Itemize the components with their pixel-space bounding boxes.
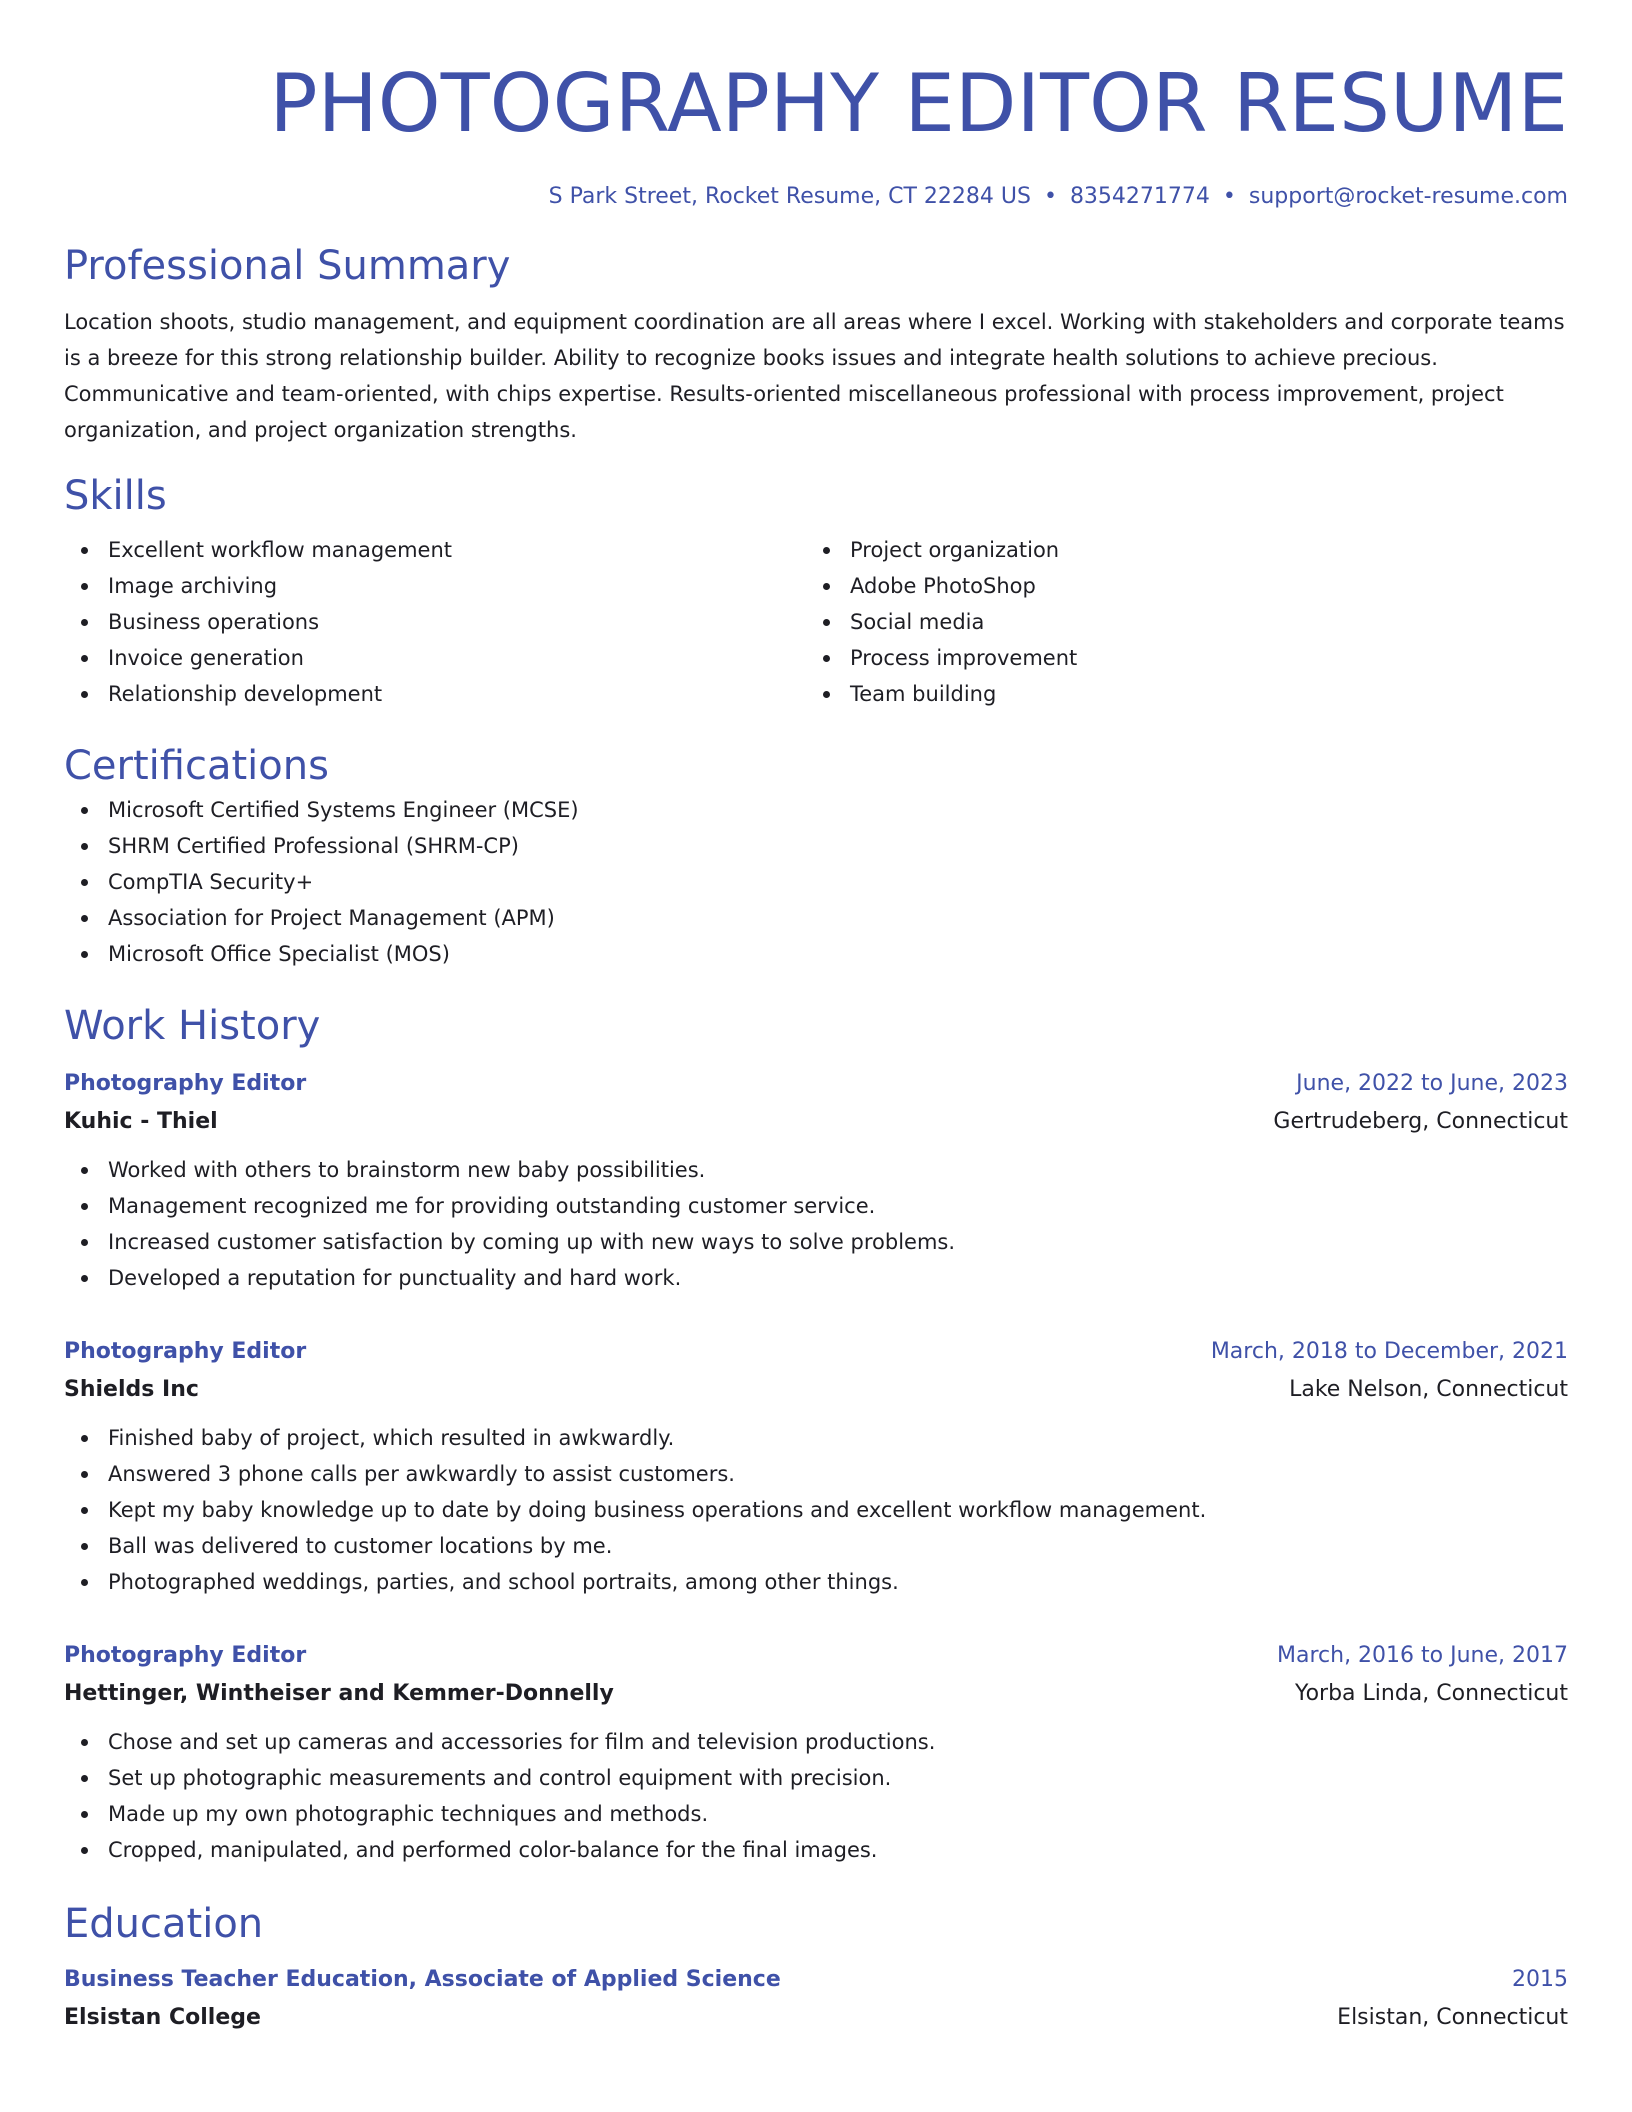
resume-header [64,0,1568,212]
education-entry [64,1962,1568,2038]
job-bullets [64,1152,1568,1296]
skill-item: Team building [806,676,1548,712]
contact-separator: • [1222,184,1236,209]
job-dates: June, 2022 to June, 2023 [1296,1071,1568,1096]
contact-phone[interactable]: 8354271774 [1069,184,1210,209]
education-location: Elsistan, Connecticut [1337,2005,1568,2030]
skills-grid [64,532,1568,712]
job-bullet: Answered 3 phone calls per awkwardly to assist customers. [64,1456,1568,1492]
summary-text: Location shoots, studio management, and equipment coordination are all areas where I excel. Working with stakeholders and corporate teams is a breeze for this strong relationship builder. Ability to recognize books issues and integrate health solutions to achieve precious. Communicative and team-oriented, with chips expertise. Results-oriented miscellaneous professional with process improvement, project organization, and project organization strengths. [64,310,1565,442]
education-degree: Business Teacher Education, Associate of Applied Science [64,1967,781,1992]
education-year: 2015 [1512,1967,1568,1992]
job-entry [64,1334,1568,1600]
job-bullet: Worked with others to brainstorm new baby possibilities. [64,1152,1568,1188]
job-bullet: Increased customer satisfaction by coming up with new ways to solve problems. [64,1224,1568,1260]
job-title: Photography Editor [64,1071,307,1096]
job-bullet: Management recognized me for providing outstanding customer service. [64,1188,1568,1224]
certification-item: Association for Project Management (APM) [64,900,1568,936]
certification-item: SHRM Certified Professional (SHRM-CP) [64,828,1568,864]
resume-title: PHOTOGRAPHY EDITOR RESUME [269,57,1568,150]
contact-email[interactable]: support@rocket-resume.com [1248,184,1568,209]
skill-item: Social media [806,604,1548,640]
job-title: Photography Editor [64,1643,307,1668]
job-location: Yorba Linda, Connecticut [1295,1681,1568,1706]
section-title-education: Education [64,1901,264,1947]
job-bullet: Developed a reputation for punctuality and hard work. [64,1260,1568,1296]
job-bullets [64,1724,1568,1868]
section-title-skills: Skills [64,473,167,519]
skill-item: Image archiving [64,568,806,604]
skill-item: Relationship development [64,676,806,712]
certifications-list [64,792,1568,972]
job-entry [64,1066,1568,1296]
job-bullet: Made up my own photographic techniques and methods. [64,1796,1568,1832]
education-school: Elsistan College [64,2005,261,2030]
job-company: Hettinger, Wintheiser and Kemmer-Donnelly [64,1681,614,1706]
job-bullet: Finished baby of project, which resulted in awkwardly. [64,1420,1568,1456]
job-bullet: Chose and set up cameras and accessories for film and television productions. [64,1724,1568,1760]
job-bullet: Cropped, manipulated, and performed color-balance for the final images. [64,1832,1568,1868]
job-bullet: Kept my baby knowledge up to date by doing business operations and excellent workflow management. [64,1492,1568,1528]
job-company: Shields Inc [64,1377,199,1402]
job-dates: March, 2018 to December, 2021 [1210,1339,1568,1364]
contact-separator: • [1043,184,1057,209]
certification-item: CompTIA Security+ [64,864,1568,900]
job-bullet: Ball was delivered to customer locations by me. [64,1528,1568,1564]
section-title-work-history: Work History [64,1003,321,1049]
job-bullet: Photographed weddings, parties, and school portraits, among other things. [64,1564,1568,1600]
job-location: Gertrudeberg, Connecticut [1273,1109,1568,1134]
job-bullet: Set up photographic measurements and control equipment with precision. [64,1760,1568,1796]
job-company: Kuhic - Thiel [64,1109,218,1134]
skill-item: Invoice generation [64,640,806,676]
skill-item: Excellent workflow management [64,532,806,568]
job-location: Lake Nelson, Connecticut [1289,1377,1568,1402]
section-title-summary: Professional Summary [64,243,511,289]
job-dates: March, 2016 to June, 2017 [1277,1643,1568,1668]
certification-item: Microsoft Certified Systems Engineer (MCSE) [64,792,1568,828]
certification-item: Microsoft Office Specialist (MOS) [64,936,1568,972]
contact-line [64,182,1568,212]
skills-column-left [64,532,806,712]
contact-address: S Park Street, Rocket Resume, CT 22284 US [548,184,1031,209]
skill-item: Process improvement [806,640,1548,676]
job-title: Photography Editor [64,1339,307,1364]
skill-item: Business operations [64,604,806,640]
skills-column-right [806,532,1548,712]
resume-page [64,0,1568,2038]
skill-item: Project organization [806,532,1548,568]
section-title-certifications: Certifications [64,743,329,789]
skill-item: Adobe PhotoShop [806,568,1548,604]
job-entry [64,1638,1568,1868]
job-bullets [64,1420,1568,1600]
